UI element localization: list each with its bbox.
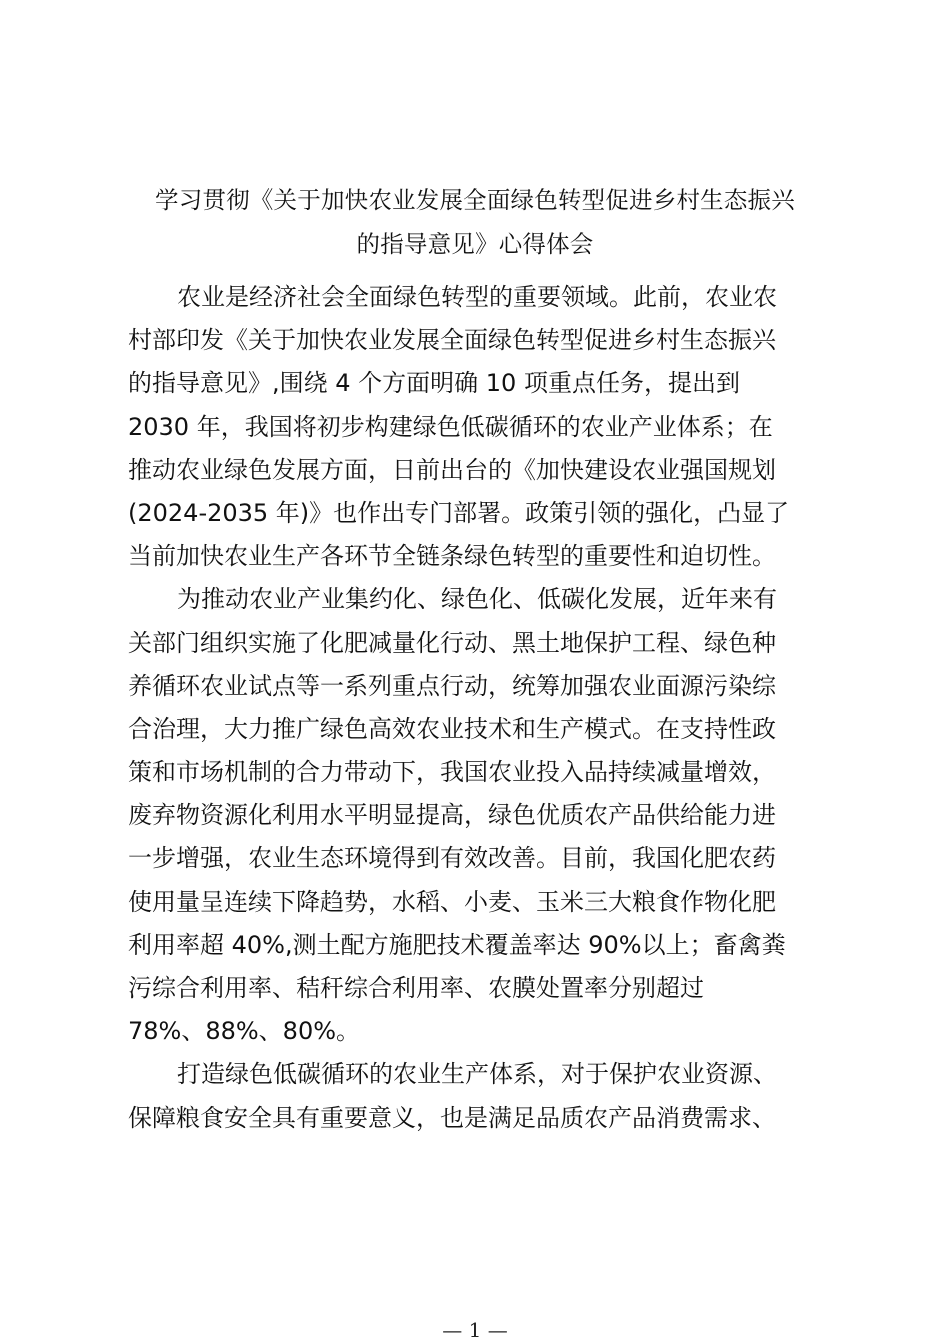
document-body	[128, 276, 828, 1140]
text-line: 的指导意见》,围绕 4 个方面明确 10 项重点任务，提出到	[128, 369, 740, 398]
text-line: 当前加快农业生产各环节全链条绿色转型的重要性和迫切性。	[128, 542, 776, 571]
text-line: 推动农业绿色发展方面，日前出台的《加快建设农业强国规划	[128, 455, 776, 484]
text-line: 养循环农业试点等一系列重点行动，统筹加强农业面源污染综	[128, 671, 776, 700]
text-line: 合治理，大力推广绿色高效农业技术和生产模式。在支持性政	[128, 714, 776, 743]
text-line: 一步增强，农业生态环境得到有效改善。目前，我国化肥农药	[128, 844, 776, 873]
text-line: (2024-2035 年)》也作出专门部署。政策引领的强化，凸显了	[128, 498, 790, 527]
text-line: 为推动农业产业集约化、绿色化、低碳化发展，近年来有	[177, 585, 777, 614]
paragraph-2	[128, 578, 828, 1053]
text-line: 关部门组织实施了化肥减量化行动、黑土地保护工程、绿色种	[128, 628, 776, 657]
text-line: 利用率超 40%,测土配方施肥技术覆盖率达 90%以上；畜禽粪	[128, 930, 786, 959]
text-line: 78%、88%、80%。	[128, 1017, 361, 1046]
title-line-2: 的指导意见》心得体会	[356, 230, 594, 258]
paragraph-3	[128, 1053, 828, 1139]
paragraph-1	[128, 276, 828, 578]
text-line: 使用量呈连续下降趋势，水稻、小麦、玉米三大粮食作物化肥	[128, 887, 776, 916]
document-title	[120, 178, 830, 266]
title-line-1: 学习贯彻《关于加快农业发展全面绿色转型促进乡村生态振兴	[155, 186, 795, 214]
text-line: 污综合利用率、秸秆综合利用率、农膜处置率分别超过	[128, 974, 704, 1002]
text-line: 保障粮食安全具有重要意义，也是满足品质农产品消费需求、	[128, 1103, 776, 1132]
text-line: 村部印发《关于加快农业发展全面绿色转型促进乡村生态振兴	[128, 326, 776, 355]
page-number: — 1 —	[442, 1318, 508, 1342]
text-line: 打造绿色低碳循环的农业生产体系，对于保护农业资源、	[177, 1060, 777, 1089]
text-line: 废弃物资源化利用水平明显提高，绿色优质农产品供给能力进	[128, 801, 776, 830]
text-line: 农业是经济社会全面绿色转型的重要领域。此前，农业农	[177, 283, 777, 311]
text-line: 策和市场机制的合力带动下，我国农业投入品持续减量增效，	[128, 758, 776, 787]
text-line: 2030 年，我国将初步构建绿色低碳循环的农业产业体系；在	[128, 412, 773, 441]
